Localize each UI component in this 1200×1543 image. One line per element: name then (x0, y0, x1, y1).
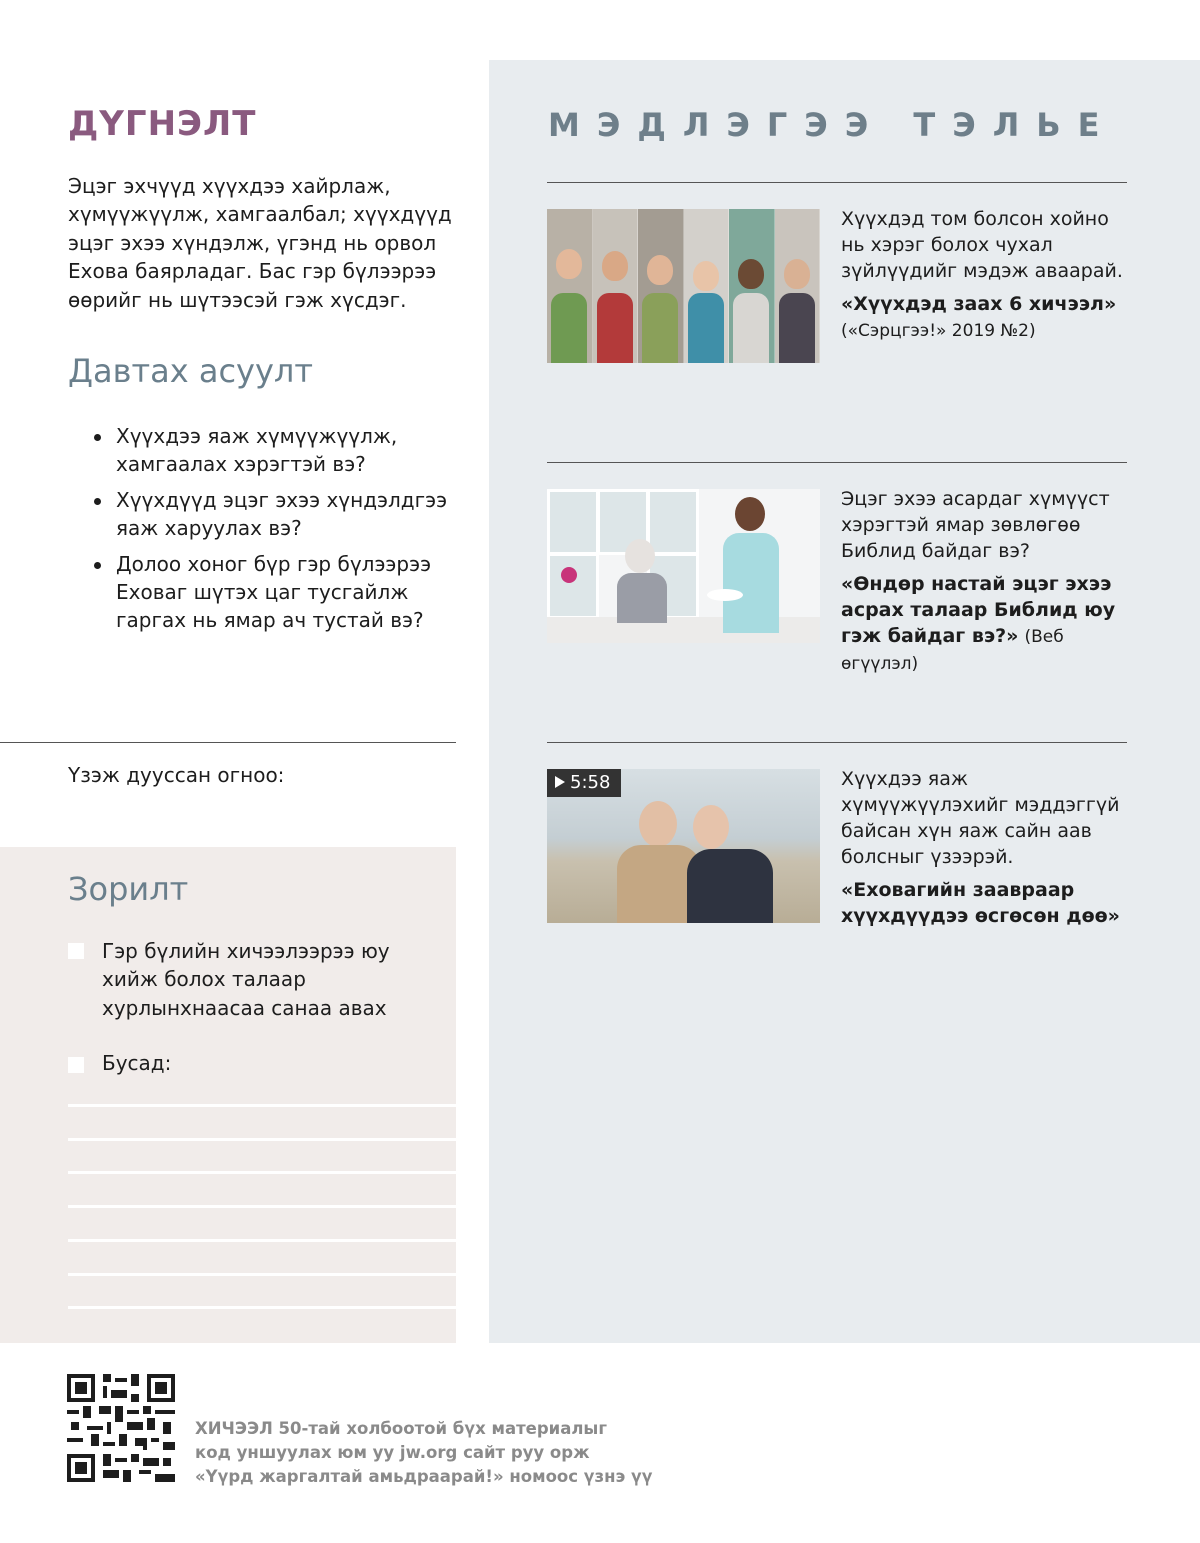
item-description: Хүүхдээ яаж хүмүүжүүлэхийг мэддэггүй байсан хүн яаж сайн аав болсныг үзээрэй. (841, 768, 1120, 868)
review-question: Хүүхдээ яаж хүмүүжүүлж, хамгаалах хэрэгтэй вэ? (94, 422, 456, 479)
write-line[interactable] (68, 1138, 456, 1141)
write-line[interactable] (68, 1306, 456, 1309)
learn-more-item (841, 486, 1131, 677)
footer-note: ХИЧЭЭЛ 50-тай холбоотой бүх материалыг код уншуулах юм уу jw.org сайт руу орж «Үүрд жаргалтай амьдраарай!» номоос үзнэ үү (195, 1419, 653, 1486)
goal-checkbox[interactable] (68, 943, 84, 959)
qr-code-icon[interactable] (67, 1374, 175, 1482)
write-line[interactable] (68, 1239, 456, 1242)
summary-title: ДҮГНЭЛТ (68, 104, 257, 144)
divider (547, 742, 1127, 743)
video-duration-badge[interactable]: 5:58 (547, 769, 621, 797)
divider (547, 182, 1127, 183)
item-description: Эцэг эхээ асардаг хүмүүст хэрэгтэй ямар зөвлөгөө Библид байдаг вэ? (841, 488, 1110, 562)
review-question: Хүүхдүүд эцэг эхээ хүндэлдгээ яаж харуулах вэ? (94, 486, 456, 543)
write-line[interactable] (68, 1171, 456, 1174)
elderly-couple-photo-icon[interactable] (547, 769, 820, 923)
divider (0, 742, 456, 743)
review-title: Давтах асуулт (68, 352, 313, 390)
review-question-list (94, 422, 456, 642)
write-line[interactable] (68, 1273, 456, 1276)
review-question: Долоо хоног бүр гэр бүлээрээ Еховаг шүтэх цаг тусгайлж гаргах нь ямар ач тустай вэ? (94, 550, 456, 635)
bullet-icon (94, 434, 101, 441)
goal-item-label: Бусад: (102, 1051, 172, 1075)
goals-title: Зорилт (68, 870, 189, 908)
play-icon (555, 776, 565, 788)
children-photo-icon[interactable] (547, 209, 820, 363)
item-source: («Сэрцгээ!» 2019 №2) (841, 321, 1036, 341)
item-source: (Веб өгүүлэл) (841, 627, 1064, 674)
completion-date-label: Үзэж дууссан огноо: (68, 763, 285, 787)
item-link[interactable]: «Еховагийн заавраар хүүхдүүдээ өсгөсөн дөө» (841, 879, 1120, 927)
item-description: Хүүхдэд том болсон хойно нь хэрэг болох чухал зүйлүүдийг мэдэж аваарай. (841, 208, 1123, 282)
caregiver-photo-icon[interactable] (547, 489, 820, 643)
goal-item-label: Гэр бүлийн хичээлээрээ юу хийж болох талаар хурлынхнаасаа санаа авах (102, 939, 390, 1020)
learn-more-item (841, 766, 1131, 929)
learn-more-title: МЭДЛЭГЭЭ ТЭЛЬЕ (548, 106, 1117, 144)
goal-checkbox[interactable] (68, 1057, 84, 1073)
bullet-icon (94, 562, 101, 569)
summary-text: Эцэг эхчүүд хүүхдээ хайрлаж, хүмүүжүүлж, хамгаалбал; хүүхдүүд эцэг эхээ хүндэлж, үгэнд нь орвол Ехова баярладаг. Бас гэр бүлээрээ өөрийг нь шүтээсэй гэж хүсдэг. (68, 174, 452, 312)
goals-box (0, 847, 456, 1343)
divider (547, 462, 1127, 463)
bullet-icon (94, 498, 101, 505)
item-link[interactable]: «Өндөр настай эцэг эхээ асрах талаар Библид юу гэж байдаг вэ?» (841, 573, 1116, 647)
learn-more-item (841, 206, 1131, 344)
item-link[interactable]: «Хүүхдэд заах 6 хичээл» (841, 293, 1117, 315)
write-line[interactable] (68, 1104, 456, 1107)
write-line[interactable] (68, 1205, 456, 1208)
